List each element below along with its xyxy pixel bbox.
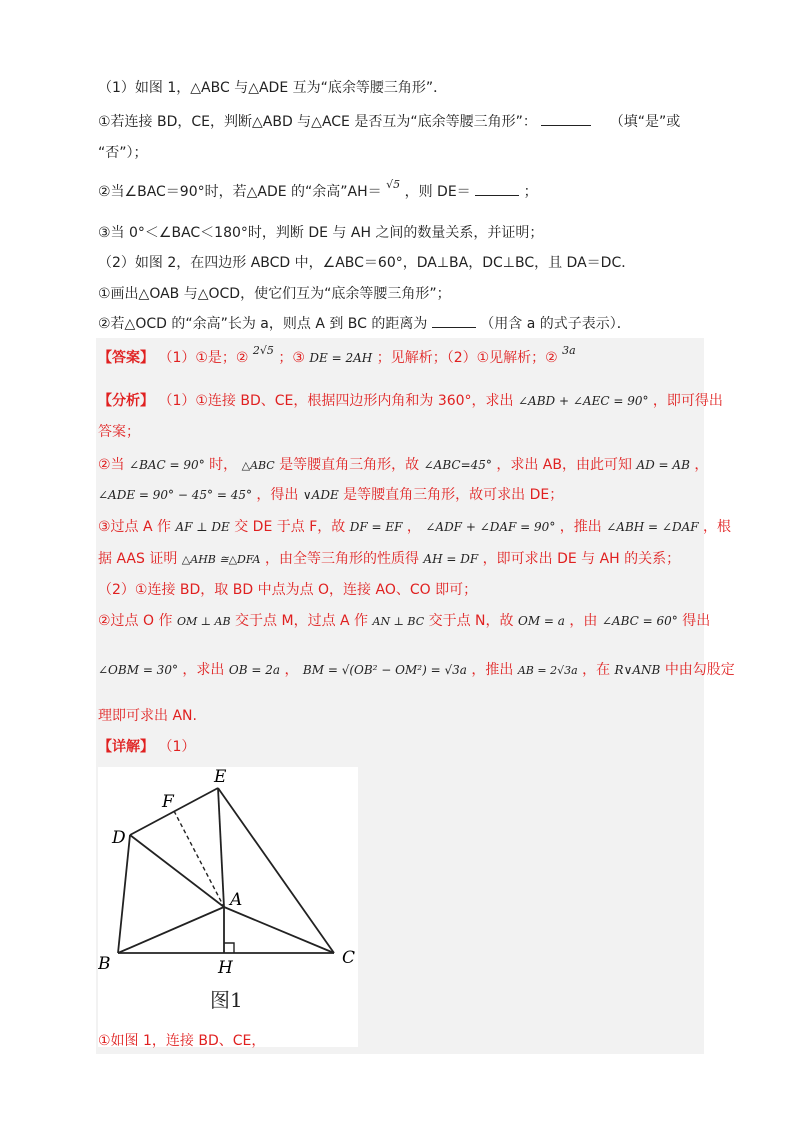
q1-part3: ③当 0°＜∠BAC＜180°时，判断 DE 与 AH 之间的数量关系，并证明；	[98, 225, 544, 241]
math-expression: ∠OBM = 30°	[98, 663, 178, 677]
q1-part1	[98, 111, 680, 132]
segment-AF-dashed	[174, 811, 224, 907]
math-expression: OM = a	[517, 614, 565, 628]
detail-line	[98, 737, 195, 757]
math-expression: ∠BAC = 90°	[129, 458, 205, 472]
math-expression: ∠ABC = 60°	[601, 614, 678, 628]
math-expression: ∠ABD + ∠AEC = 90°	[518, 394, 649, 408]
analysis-text: （1）①连接 BD、CE，根据四边形内角和为 360°，求出	[158, 393, 514, 409]
analysis-text: ，由全等三角形的性质得	[264, 551, 419, 567]
q1-part1-text: ①若连接 BD，CE，判断△ABD 与△ACE 是否互为“底余等腰三角形”：	[98, 114, 537, 130]
analysis-text: ，根	[703, 519, 732, 535]
math-expression: AD = AB	[636, 458, 690, 472]
analysis-text: ，在	[582, 662, 611, 678]
analysis-line-4	[98, 485, 563, 505]
math-expression: AN ⊥ BC	[372, 615, 425, 628]
analysis-line-6	[98, 549, 680, 570]
math-expression: OM ⊥ AB	[176, 615, 231, 628]
analysis-line-8	[98, 611, 710, 632]
answer-line	[98, 344, 576, 369]
math-expression: R∨ANB	[614, 663, 661, 677]
math-expression: △AHB ≅△DFA	[181, 553, 261, 566]
q1-part1-line2: “否”）；	[98, 145, 148, 161]
q1-part2-text-b: ，则 DE＝	[404, 184, 471, 200]
analysis-text: 中由勾股定	[664, 662, 735, 678]
analysis-text: 是等腰直角三角形，故	[279, 457, 420, 473]
detail-text: （1）	[158, 739, 196, 755]
q2-part2	[98, 313, 631, 334]
label-E: E	[214, 767, 227, 787]
analysis-line-7: （2）①连接 BD，取 BD 中点为点 O，连接 AO、CO 即可；	[98, 582, 478, 598]
final-line: ①如图 1，连接 BD、CE，	[98, 1033, 266, 1049]
q1-intro: （1）如图 1，△ABC 与△ADE 互为“底余等腰三角形”．	[98, 80, 448, 96]
answer-text-3: ；见解析；（2）①见解析；②	[376, 350, 558, 366]
figure-1-diagram	[98, 767, 358, 1047]
analysis-text: ③过点 A 作	[98, 519, 172, 535]
math-expression: ∨ADE	[302, 488, 339, 502]
answer-sqrt: 2√5	[252, 344, 274, 357]
label-B: B	[98, 954, 111, 974]
analysis-text: 交于点 M，过点 A 作	[235, 613, 369, 629]
math-expression: AB = 2√3a	[517, 664, 578, 677]
answer-tag: 【答案】	[98, 350, 154, 366]
label-D: D	[112, 828, 126, 848]
q1-part2	[98, 178, 538, 203]
math-expression: ∠ABC=45°	[423, 458, 492, 472]
sqrt5-value: √5	[386, 178, 401, 191]
answer-3a: 3a	[562, 344, 576, 357]
analysis-text: 交 DE 于点 F，故	[234, 519, 346, 535]
analysis-line-5	[98, 517, 731, 537]
analysis-text: ②过点 O 作	[98, 613, 173, 629]
segment-BD	[118, 835, 130, 953]
math-expression: ∠ADE = 90° − 45° = 45°	[98, 488, 252, 502]
label-C: C	[342, 948, 356, 968]
math-expression: BM = √(OB² − OM²) = √3a	[302, 663, 467, 677]
analysis-line-3	[98, 455, 708, 476]
answer-blank-2[interactable]	[475, 181, 519, 196]
q1-part2-text-a: ②当∠BAC＝90°时，若△ADE 的“余高”AH＝	[98, 184, 382, 200]
q2-part2-text-b: （用含 a 的式子表示）．	[480, 316, 631, 332]
analysis-text: 交于点 N，故	[428, 613, 514, 629]
answer-blank-1[interactable]	[541, 111, 591, 126]
analysis-text: ，	[694, 457, 709, 473]
analysis-text: 时，	[209, 457, 238, 473]
math-expression: AH = DF	[423, 552, 479, 566]
analysis-line-2: 答案；	[98, 424, 140, 440]
q1-part1-tail: （填“是”或	[609, 114, 681, 130]
analysis-text: ，推出	[471, 662, 514, 678]
q2-intro: （2）如图 2，在四边形 ABCD 中，∠ABC＝60°，DA⊥BA，DC⊥BC，且 DA＝DC．	[98, 255, 636, 271]
label-A: A	[230, 890, 243, 910]
analysis-tag: 【分析】	[98, 393, 154, 409]
analysis-text: ，得出	[256, 487, 299, 503]
analysis-text: 是等腰直角三角形，故可求出 DE；	[343, 487, 564, 503]
segment-BA	[118, 907, 224, 953]
right-angle-mark	[224, 943, 234, 953]
analysis-text: ，	[284, 662, 299, 678]
analysis-text: ②当	[98, 457, 125, 473]
answer-text-1: （1）①是；②	[158, 350, 249, 366]
analysis-text: ，	[406, 519, 421, 535]
math-expression: OB = 2a	[228, 663, 280, 677]
figure-caption: 图1	[210, 988, 243, 1012]
answer-eq: DE = 2AH	[309, 351, 373, 365]
analysis-text: ，推出	[559, 519, 602, 535]
analysis-text: 得出	[682, 613, 711, 629]
analysis-text: ，求出	[182, 662, 225, 678]
math-expression: AF ⊥ DE	[175, 520, 230, 534]
analysis-line-9	[98, 660, 735, 681]
math-expression: DF = EF	[349, 520, 403, 534]
math-expression: ∠ADF + ∠DAF = 90°	[425, 520, 556, 534]
analysis-line-10: 理即可求出 AN.	[98, 708, 197, 724]
geometry-figure	[98, 767, 358, 1047]
segment-EA	[218, 788, 224, 907]
analysis-text: ，求出 AB，由此可知	[496, 457, 632, 473]
detail-tag: 【详解】	[98, 739, 154, 755]
segment-DA	[130, 835, 224, 907]
analysis-text: ，由	[569, 613, 598, 629]
label-H: H	[218, 958, 233, 978]
label-F: F	[162, 792, 174, 812]
analysis-text: 据 AAS 证明	[98, 551, 178, 567]
answer-text-2: ；③	[278, 350, 305, 366]
analysis-text: ，即可得出	[652, 393, 723, 409]
math-expression: ∠ABH = ∠DAF	[606, 520, 699, 534]
q2-part1: ①画出△OAB 与△OCD，使它们互为“底余等腰三角形”；	[98, 286, 451, 302]
q2-part2-text-a: ②若△OCD 的“余高”长为 a，则点 A 到 BC 的距离为	[98, 316, 428, 332]
analysis-text: ，即可求出 DE 与 AH 的关系；	[482, 551, 681, 567]
answer-blank-3[interactable]	[432, 313, 476, 328]
analysis-line-1	[98, 391, 723, 411]
q1-part2-end: ；	[523, 184, 538, 200]
figure-lines	[118, 788, 334, 953]
math-expression: △ABC	[241, 459, 275, 472]
